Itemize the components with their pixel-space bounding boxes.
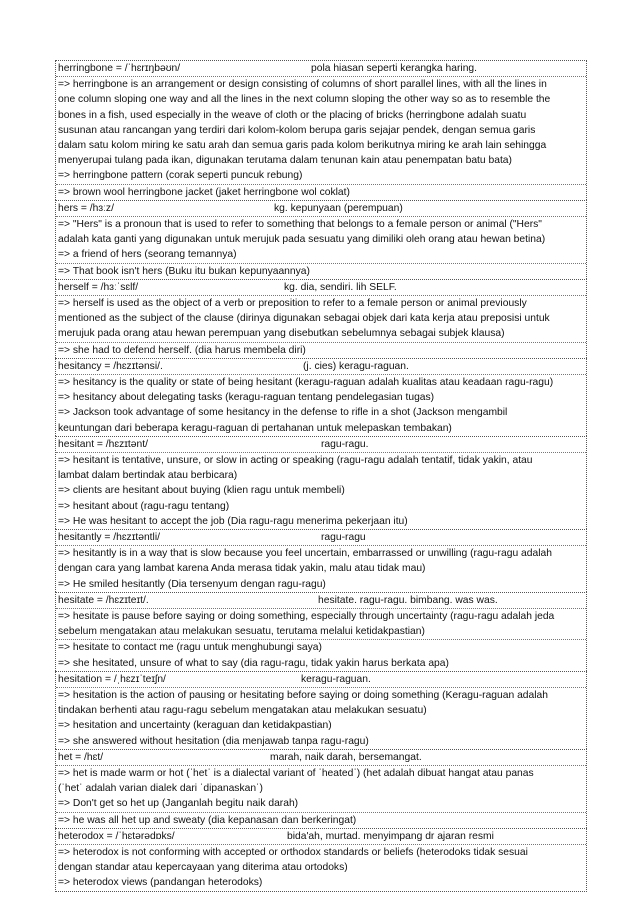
entry-line: => He was hesitant to accept the job (Dia ragu-ragu menerima pekerjaan itu) [58,515,408,527]
entry-line: => she hesitated, unsure of what to say (dia ragu-ragu, tidak yakin harus berkata apa) [58,657,449,669]
dictionary-entry [55,749,587,828]
entry-line: => hesitant about (ragu-ragu tentang) [58,500,230,512]
entry-header [56,672,586,688]
entry-line: susunan atau rancangan yang terdiri dari kolom-kolom berupa garis sejajar pendek, dengan semua garis [58,124,536,136]
entry-line: => "Hers" is a pronoun that is used to refer to something that belongs to a female person or animal ("Hers" [58,219,542,230]
entry-meaning: kg. kepunyaan (perempuan) [274,202,403,214]
entry-line: => That book isn't hers (Buku itu bukan kepunyaannya) [58,265,310,277]
dictionary-entry [55,60,587,200]
entry-line: => hesitation is the action of pausing or hesitating before saying or doing something (Keragu-raguan adalah [58,690,548,701]
dictionary-entry [55,828,587,892]
entry-line: => He smiled hesitantly (Dia tersenyum dengan ragu-ragu) [58,578,326,590]
dictionary-entry [55,200,587,279]
entry-term: het = /hɛt/ [58,751,104,763]
dictionary-entry [55,592,587,671]
entry-line: => hesitate is pause before saying or doing something, especially through uncertainty (ragu-ragu adalah jeda [58,611,555,622]
entry-meaning: keragu-raguan. [301,673,371,685]
entry-term: hesitate = /hɛzɪteɪt/. [58,594,149,606]
entry-meaning: hesitate. ragu-ragu. bimbang. was was. [318,594,498,606]
entry-line: => clients are hesitant about buying (klien ragu untuk membeli) [58,485,345,497]
entry-line: menyerupai tulang pada ikan, digunakan terutama dalam tenunan kain atau penempatan batu bata) [58,155,512,167]
entry-line: => hesitancy is the quality or state of being hesitant (keragu-raguan adalah kualitas atau keadaan ragu-ragu) [58,377,554,388]
entry-meaning: ragu-ragu [321,532,366,544]
entry-meaning: ragu-ragu. [321,438,369,450]
entry-header [56,437,586,453]
entry-line: => he was all het up and sweaty (dia kepanasan dan berkeringat) [58,814,357,826]
entry-header [56,201,586,217]
entry-line: lambat dalam bertindak atau berbicara) [58,470,238,482]
entry-line: => Don't get so het up (Janganlah begitu naik darah) [56,796,586,812]
entry-line: dengan standar atau kepercayaan yang diterima atau ortodoks) [58,862,348,874]
entry-line: => hesitancy about delegating tasks (keragu-raguan tentang pendelegasian tugas) [58,392,435,404]
entry-line: bones in a fish, used especially in the weave of cloth or the placing of bricks (herringbone adalah suatu [58,109,527,121]
entry-line: => herringbone is an arrangement or design consisting of columns of short parallel lines, with all the lines in [58,79,547,91]
entry-header [56,280,586,296]
entry-term: herself = /hɜːˈsɛlf/ [58,281,139,293]
entry-line: => heterodox is not conforming with accepted or orthodox standards or beliefs (heterodoks tidak sesuai [58,847,528,858]
dictionary-page [55,60,587,892]
dictionary-entry [55,671,587,749]
entry-line: adalah kata ganti yang digunakan untuk merujuk pada sesuatu yang dimiliki oleh orang atau hewan betina) [58,234,546,246]
entry-line: => Jackson took advantage of some hesitancy in the defense to rifle in a shot (Jackson mengambil [58,407,508,419]
entry-line: => het is made warm or hot (ˈhetˈ is a dialectal variant of ˈheatedˈ) (het adalah dibuat hangat atau panas [58,768,534,779]
entry-header [56,530,586,546]
entry-meaning: marah, naik darah, bersemangat. [270,751,422,763]
entry-header [56,750,586,766]
entry-line: => herself is used as the object of a verb or preposition to refer to a female person or animal previously [58,298,527,309]
entry-header [56,359,586,375]
entry-meaning: bida'ah, murtad. menyimpang dr ajaran resmi [287,830,494,842]
entry-line: => hesitation and uncertainty (keraguan dan ketidakpastian) [58,720,332,732]
entry-term: heterodox = /ˈhɛtərədɒks/ [58,830,175,842]
entry-term: hesitancy = /hɛzɪtənsi/. [58,360,163,372]
entry-line: => she had to defend herself. (dia harus membela diri) [58,344,306,356]
entry-line: tindakan berhenti atau ragu-ragu sebelum mengatakan atau melakukan sesuatu) [58,705,427,717]
entry-line: => herringbone pattern (corak seperti puncuk rebung) [56,168,586,184]
entry-line: (ˈhetˈ adalah varian dialek dari ˈdipanaskanˈ) [58,783,263,795]
entry-meaning: kg. dia, sendiri. lih SELF. [284,281,397,293]
entry-line: dengan cara yang lambat karena Anda merasa tidak yakin, malu atau tidak mau) [58,563,426,575]
entry-header [56,829,586,845]
dictionary-entry [55,358,587,436]
entry-line: => heterodox views (pandangan heterodoks) [58,877,263,889]
entry-line: mentioned as the subject of the clause (dirinya digunakan sebagai objek dari kata kerja atau preposisi untuk [58,313,550,325]
dictionary-entry [55,279,587,358]
entry-line: dalam satu kolom miring ke satu arah dan semua garis pada kolom berikutnya miring ke arah lain sehingga [58,140,547,151]
entry-line: merujuk pada orang atau hewan perempuan yang disebutkan sebelumnya sebagai subjek klausa) [56,326,586,342]
entry-line: => brown wool herringbone jacket (jaket herringbone wol coklat) [58,186,350,198]
entry-header [56,61,586,77]
entry-meaning: (j. cies) keragu-raguan. [303,360,409,372]
entry-line: => hesitantly is in a way that is slow because you feel uncertain, embarrassed or unwilling (ragu-ragu adalah [58,548,552,560]
entry-meaning: pola hiasan seperti kerangka haring. [311,63,478,74]
entry-line: one column sloping one way and all the lines in the next column sloping the other way so as to resemble the [58,94,551,106]
entry-term: hesitation = /ˌhɛzɪˈteɪʃn/ [58,673,166,685]
entry-line: => she answered without hesitation (dia menjawab tanpa ragu-ragu) [58,735,369,747]
dictionary-entry [55,436,587,529]
dictionary-entry [55,529,587,592]
entry-line: => a friend of hers (seorang temannya) [56,247,586,263]
entry-line: => hesitate to contact me (ragu untuk menghubungi saya) [58,642,322,654]
entry-term: hers = /hɜːz/ [58,202,114,214]
entry-term: herringbone = /ˈhɛrɪŋbəʊn/ [58,63,181,74]
entry-line: keuntungan dari beberapa keragu-raguan di pertahanan untuk melepaskan tembakan) [58,422,452,434]
entry-term: hesitantly = /hɛzɪtəntli/ [58,532,160,544]
entry-header [56,593,586,609]
entry-line: sebelum mengatakan atau melakukan sesuatu, terutama melalui ketidakpastian) [56,624,586,640]
entry-line: => hesitant is tentative, unsure, or slow in acting or speaking (ragu-ragu adalah tentatif, tidak yakin, atau [58,455,533,466]
entry-term: hesitant = /hɛzɪtənt/ [58,438,148,450]
